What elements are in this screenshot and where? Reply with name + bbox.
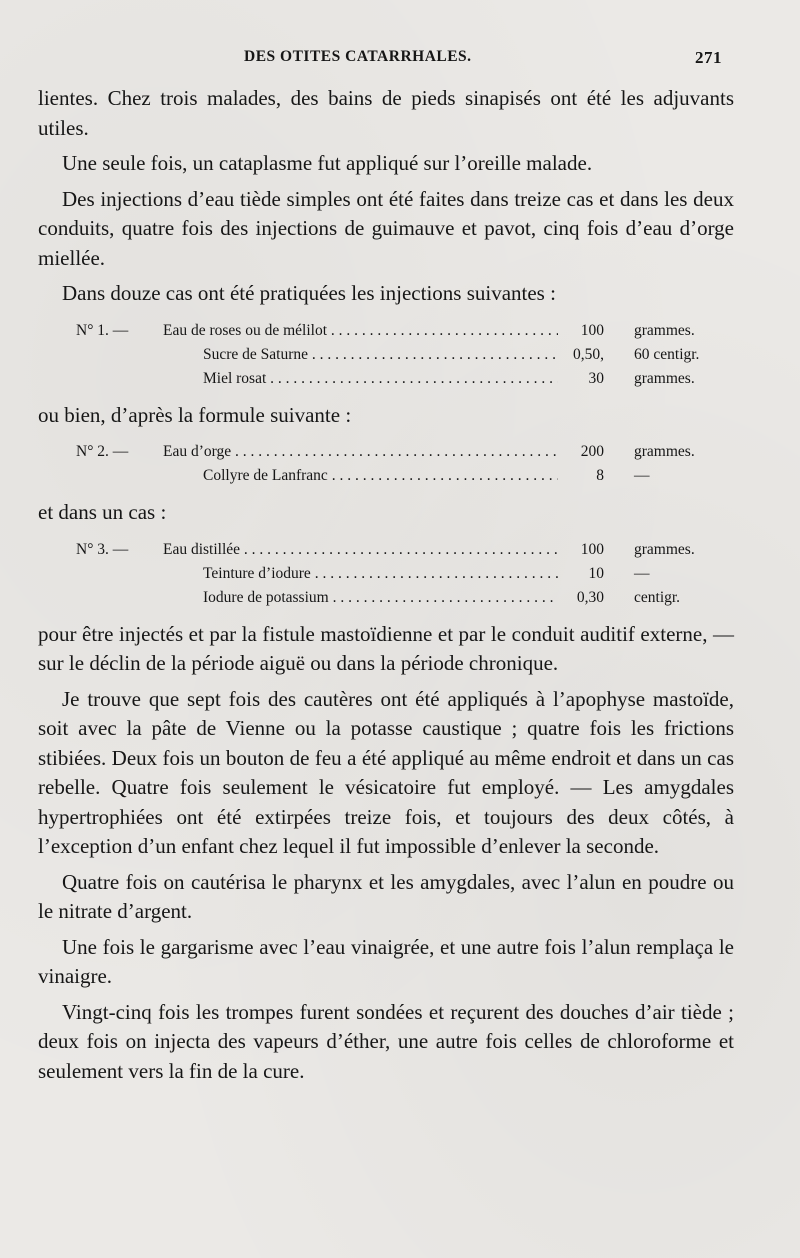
paragraph: ou bien, d’après la formule suivante : — [38, 402, 352, 427]
formula-3 — [38, 538, 734, 610]
ingredient-name: Sucre de Saturne . . . — [203, 343, 558, 367]
ingredient-quantity: 0,30 — [576, 588, 604, 606]
ingredient-name: Iodure de potassium . . . — [203, 586, 558, 610]
formula-row — [38, 367, 734, 391]
formula-row — [38, 586, 734, 610]
page-header — [64, 48, 734, 70]
formula-row — [38, 464, 734, 488]
ingredient-quantity: 30 — [588, 369, 604, 387]
formula-row — [38, 538, 734, 562]
ingredient-unit: centigr. — [634, 588, 681, 606]
page-number: 271 — [695, 48, 722, 67]
ingredient-name: Teinture d’iodure . . . — [203, 562, 558, 586]
paragraph: Des injections d’eau tiède simples ont été faites dans treize cas et dans les deux conduits, quatre fois des injections de guimauve et pavot, cinq fois d’eau d’orge miellée. — [38, 186, 734, 270]
formula-1 — [38, 319, 734, 391]
ingredient-name: Eau d’orge . . . — [163, 440, 558, 464]
ingredient-unit: grammes. — [634, 540, 695, 558]
formula-number: N° 1. — — [76, 321, 129, 339]
paragraph: Quatre fois on cautérisa le pharynx et les amygdales, avec l’alun en poudre ou le nitrate d’argent. — [38, 869, 734, 923]
formula-row — [38, 562, 734, 586]
ingredient-quantity: 8 — [596, 467, 604, 484]
paragraph: lientes. Chez trois malades, des bains de pieds sinapisés ont été les adjuvants utiles. — [38, 86, 734, 140]
paragraph: Je trouve que sept fois des cautères ont été appliqués à l’apophyse mastoïde, soit avec la pâte de Vienne ou la potasse caustique ; quatre fois les frictions stibiées. Deux fois un bouton de feu a été appliqué au même endroit et dans un cas rebelle. Quatre fois seulement le vésicatoire fut employé. — Les amygdales hypertrophiées ont été extirpées treize fois, et toujours des deux côtés, à l’exception d’un enfant chez lequel il fut impossible d’enlever la seconde. — [38, 686, 734, 858]
ingredient-name: Eau distillée . . . — [163, 538, 558, 562]
ingredient-unit: — — [634, 564, 650, 582]
ingredient-quantity: 10 — [588, 564, 604, 582]
ingredient-unit: 60 centigr. — [634, 345, 700, 363]
ingredient-name: Eau de roses ou de mélilot . . . — [163, 319, 558, 343]
formula-row — [38, 440, 734, 464]
paragraph: Une fois le gargarisme avec l’eau vinaigrée, et une autre fois l’alun remplaça le vinaigre. — [38, 934, 734, 988]
formula-number: N° 2. — — [76, 443, 129, 460]
formula-2 — [38, 440, 734, 488]
ingredient-name: Collyre de Lanfranc . . . — [203, 464, 558, 488]
ingredient-quantity: 200 — [580, 443, 604, 460]
ingredient-unit: grammes. — [634, 369, 695, 387]
formula-row — [38, 343, 734, 367]
formula-number: N° 3. — — [76, 540, 129, 558]
body-text — [38, 84, 734, 1092]
paragraph: Vingt-cinq fois les trompes furent sondées et reçurent des douches d’air tiède ; deux fois on injecta des vapeurs d’éther, une autre fois celles de chloroforme et seulement vers la fin de la cure. — [38, 999, 734, 1083]
ingredient-quantity: 100 — [580, 321, 604, 339]
ingredient-unit: — — [634, 467, 650, 484]
ingredient-quantity: 100 — [580, 540, 604, 558]
ingredient-unit: grammes. — [634, 321, 695, 339]
running-title: DES OTITES CATARRHALES. — [244, 48, 472, 65]
ingredient-name: Miel rosat . . . — [203, 367, 558, 391]
ingredient-unit: grammes. — [634, 443, 695, 460]
formula-row — [38, 319, 734, 343]
paragraph: Une seule fois, un cataplasme fut appliqué sur l’oreille malade. — [62, 151, 593, 175]
paragraph: Dans douze cas ont été pratiquées les injections suivantes : — [62, 281, 556, 305]
ingredient-quantity: 0,50, — [573, 345, 604, 363]
paragraph: et dans un cas : — [38, 500, 167, 524]
paragraph: pour être injectés et par la fistule mastoïdienne et par le conduit auditif externe, — sur le déclin de la période aiguë ou dans la période chronique. — [38, 621, 734, 675]
